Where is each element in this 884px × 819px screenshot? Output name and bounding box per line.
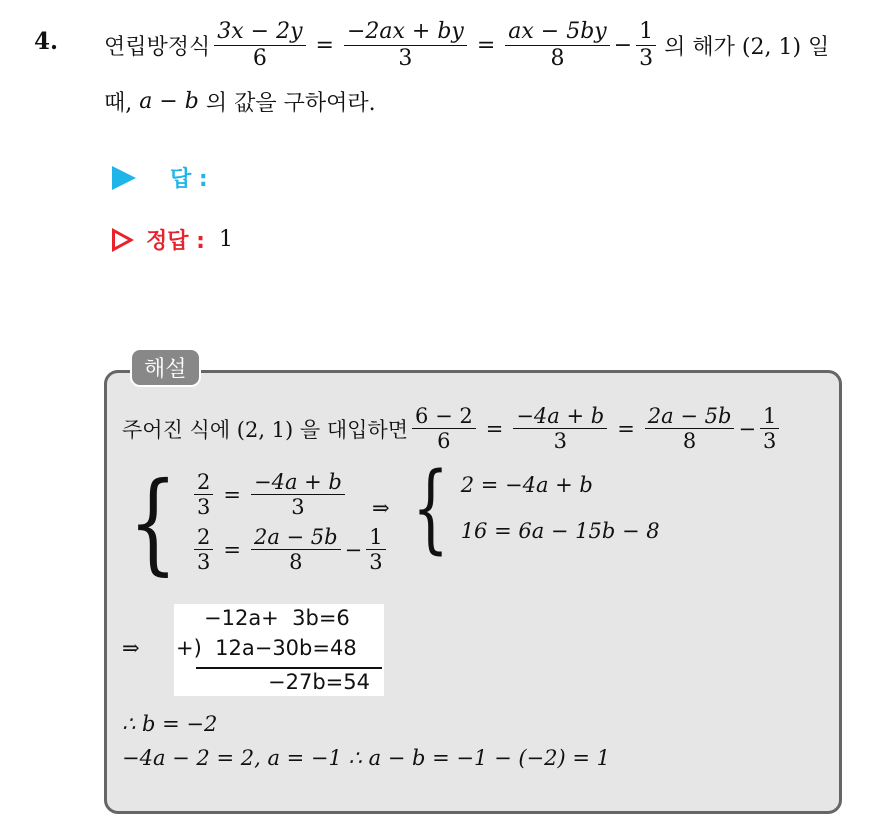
equals-sign: = bbox=[485, 416, 504, 441]
sub-fraction-2-denominator: 3 bbox=[553, 429, 567, 454]
fraction-4-numerator: 1 bbox=[636, 19, 656, 45]
minus-sign: − bbox=[613, 32, 633, 58]
left-brace-icon: { bbox=[128, 458, 178, 587]
correct-answer-row bbox=[112, 224, 233, 255]
solution-step-substitute bbox=[122, 404, 783, 453]
question-tail: 의 해가 (2, 1) 일 bbox=[664, 34, 830, 60]
sysL-2-tden: 3 bbox=[369, 550, 383, 575]
equals-sign: = bbox=[476, 32, 496, 58]
question-line-1 bbox=[104, 10, 829, 80]
sysL-1-rnum: −4a + b bbox=[251, 470, 345, 495]
calc-line-3: −27b=54 bbox=[268, 670, 370, 694]
system-right-eq-1: 2 = −4a + b bbox=[460, 473, 593, 498]
fraction-2-numerator: −2ax + by bbox=[344, 19, 467, 45]
sub-fraction-2 bbox=[513, 404, 607, 453]
sysL-1-rden: 3 bbox=[291, 495, 305, 520]
fraction-3 bbox=[505, 19, 609, 71]
sub-fraction-2-numerator: −4a + b bbox=[513, 404, 607, 429]
sysL-2-rnum: 2a − 5b bbox=[251, 525, 341, 550]
fraction-1 bbox=[214, 19, 305, 71]
fraction-4-denominator: 3 bbox=[639, 45, 654, 71]
correct-answer-value: 1 bbox=[218, 227, 233, 252]
sub-fraction-4-denominator: 3 bbox=[763, 429, 777, 454]
solution-tab: 해설 bbox=[130, 348, 201, 387]
sysL-2-tnum: 1 bbox=[366, 525, 385, 550]
substitute-text: 주어진 식에 (2, 1) 을 대입하면 bbox=[122, 417, 409, 442]
right-system-brace-icon: { bbox=[411, 452, 449, 564]
sub-fraction-1-numerator: 6 − 2 bbox=[412, 404, 476, 429]
minus-sign: − bbox=[738, 416, 757, 441]
implies-arrow-icon: ⇒ bbox=[372, 496, 390, 521]
equals-sign: = bbox=[617, 416, 635, 441]
question-line-2 bbox=[104, 86, 376, 117]
fraction-4 bbox=[636, 19, 656, 71]
sub-fraction-1-denominator: 6 bbox=[437, 429, 451, 454]
fraction-1-denominator: 6 bbox=[252, 45, 267, 71]
elimination-calculation bbox=[174, 604, 384, 696]
question-number: 4. bbox=[34, 28, 59, 55]
equals-sign: = bbox=[315, 32, 334, 58]
sub-fraction-4 bbox=[760, 404, 779, 453]
answer-label: 답 : bbox=[170, 167, 208, 192]
question-line2-prefix: 때, bbox=[104, 91, 133, 116]
sysL-1-num: 2 bbox=[194, 470, 213, 495]
calc-divider bbox=[196, 667, 382, 669]
implies-arrow-icon: ⇒ bbox=[122, 636, 140, 660]
minus-sign: − bbox=[344, 537, 363, 562]
sub-fraction-3-numerator: 2a − 5b bbox=[645, 404, 735, 429]
question-intro: 연립방정식 bbox=[104, 34, 211, 60]
fraction-1-numerator: 3x − 2y bbox=[214, 19, 305, 45]
calc-line-2: +) 12a−30b=48 bbox=[176, 636, 357, 660]
fraction-2 bbox=[344, 19, 467, 71]
play-arrow-icon bbox=[112, 166, 136, 190]
sysL-2-den: 3 bbox=[197, 550, 211, 575]
fraction-2-denominator: 3 bbox=[398, 45, 413, 71]
outline-arrow-icon bbox=[112, 228, 134, 252]
system-left-eq-1 bbox=[190, 470, 390, 519]
solution-therefore: ∴ b = −2 bbox=[122, 712, 218, 736]
system-left bbox=[118, 458, 390, 587]
correct-answer-label: 정답 : bbox=[146, 229, 205, 254]
sysL-2-rden: 8 bbox=[289, 550, 303, 575]
sub-fraction-1 bbox=[412, 404, 476, 453]
system-left-eq-2 bbox=[190, 525, 390, 574]
sysL-2-num: 2 bbox=[194, 525, 213, 550]
calc-line-1: −12a+ 3b=6 bbox=[204, 606, 350, 630]
sub-fraction-3 bbox=[645, 404, 735, 453]
fraction-3-numerator: ax − 5by bbox=[505, 19, 609, 45]
solution-final: −4a − 2 = 2, a = −1 ∴ a − b = −1 − (−2) = 1 bbox=[122, 746, 610, 770]
equals-sign: = bbox=[223, 537, 241, 562]
sysL-1-den: 3 bbox=[197, 495, 211, 520]
sub-fraction-4-numerator: 1 bbox=[760, 404, 779, 429]
question-line2-suffix: 의 값을 구하여라. bbox=[205, 91, 376, 116]
answer-row bbox=[112, 162, 208, 193]
equals-sign: = bbox=[223, 482, 241, 507]
fraction-3-denominator: 8 bbox=[550, 45, 565, 71]
sub-fraction-3-denominator: 8 bbox=[682, 429, 697, 454]
question-expression: a − b bbox=[139, 89, 199, 114]
system-right-eq-2: 16 = 6a − 15b − 8 bbox=[460, 519, 660, 544]
system-right bbox=[372, 452, 660, 564]
